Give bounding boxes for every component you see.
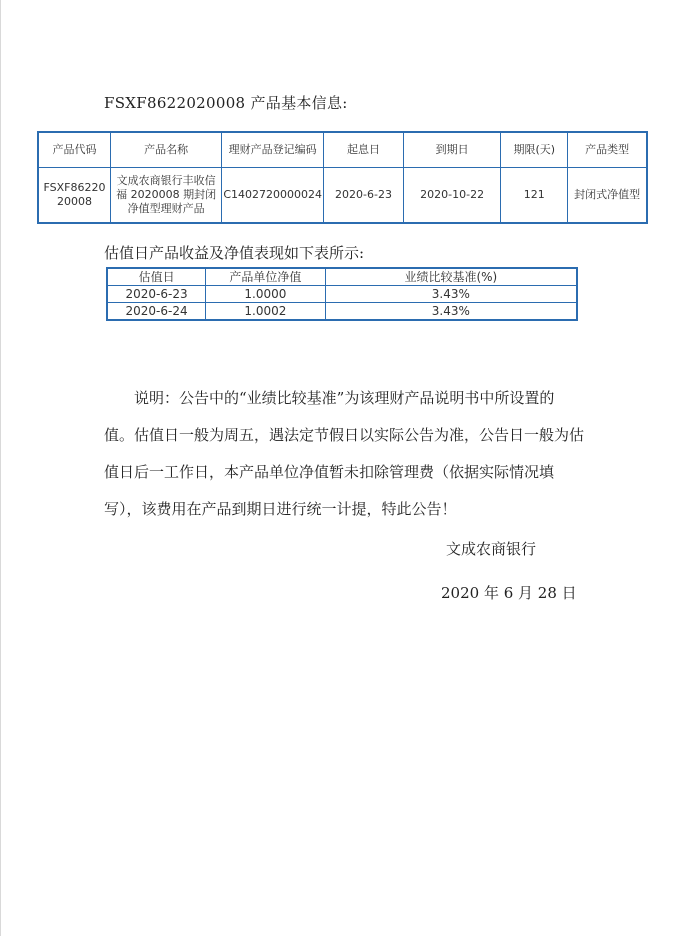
registration-code-cell: C1402720000024: [222, 168, 324, 224]
bank-signature: 文成农商银行: [446, 540, 537, 558]
valuation-date-cell: 2020-6-24: [107, 303, 206, 321]
table-row: [107, 303, 577, 321]
header-cell: 起息日: [323, 132, 403, 168]
unit-nav-cell: 1.0000: [206, 286, 326, 303]
header-cell: 产品名称: [110, 132, 221, 168]
product-name-cell: 文成农商银行丰收信福 2020008 期封闭净值型理财产品: [110, 168, 221, 224]
table-row: [107, 286, 577, 303]
table-header-row: [38, 132, 647, 168]
product-code-cell: FSXF8622020008: [38, 168, 110, 224]
header-cell: 理财产品登记编码: [222, 132, 324, 168]
header-cell: 产品类型: [568, 132, 647, 168]
maturity-date-cell: 2020-10-22: [403, 168, 500, 224]
unit-nav-cell: 1.0002: [206, 303, 326, 321]
benchmark-cell: 3.43%: [325, 303, 577, 321]
header-cell: 产品代码: [38, 132, 110, 168]
product-info-heading: FSXF8622020008 产品基本信息:: [104, 94, 348, 112]
header-cell: 期限(天): [501, 132, 568, 168]
header-cell: 到期日: [403, 132, 500, 168]
benchmark-cell: 3.43%: [325, 286, 577, 303]
product-type-cell: 封闭式净值型: [568, 168, 647, 224]
term-days-cell: 121: [501, 168, 568, 224]
valuation-table: [106, 267, 578, 321]
product-info-table: [37, 131, 648, 224]
table-header-row: [107, 268, 577, 286]
valuation-heading: 估值日产品收益及净值表现如下表所示:: [104, 244, 365, 262]
header-cell: 产品单位净值: [206, 268, 326, 286]
note-paragraph: 说明：公告中的“业绩比较基准”为该理财产品说明书中所设置的值。估值日一般为周五，遇法定节假日以实际公告为准，公告日一般为估值日后一工作日，本产品单位净值暂未扣除管理费（依据实际情况填写），该费用在产品到期日进行统一计提，特此公告！: [104, 389, 585, 518]
header-cell: 估值日: [107, 268, 206, 286]
valuation-date-cell: 2020-6-23: [107, 286, 206, 303]
header-cell: 业绩比较基准(%): [325, 268, 577, 286]
announcement-date: 2020 年 6 月 28 日: [441, 584, 577, 602]
start-date-cell: 2020-6-23: [323, 168, 403, 224]
table-row: [38, 168, 647, 224]
